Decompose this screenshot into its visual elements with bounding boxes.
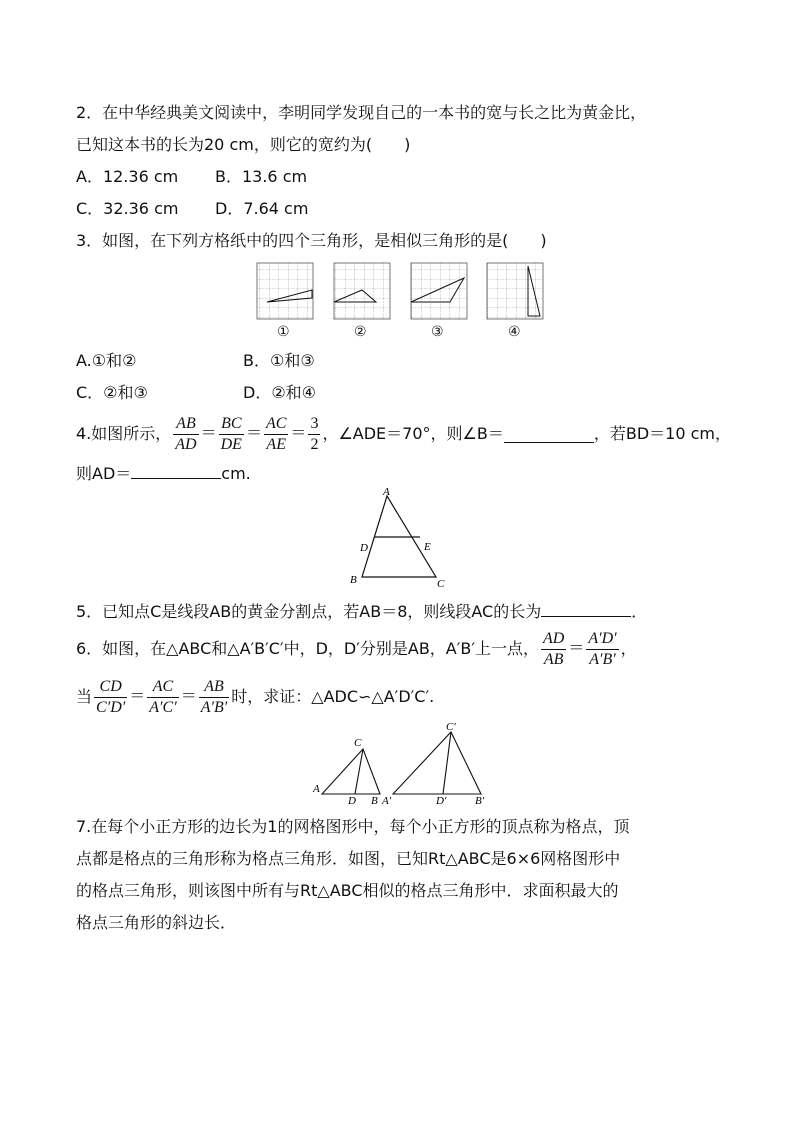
- frac-den: A′C′: [149, 698, 177, 716]
- q6-dang: 当: [76, 687, 93, 706]
- frac-num: A′D′: [586, 629, 618, 650]
- q6-label-a2: A′: [382, 795, 392, 807]
- q7-stem-line2: 点都是格点的三角形称为格点三角形．如图，已知Rt△ABC是6×6网格图形中: [76, 849, 621, 868]
- q6-fraction-ab: [199, 677, 230, 718]
- q3-caption-3: ③: [431, 324, 444, 340]
- q6-stem-line1: 6．如图，在△ABC和△A′B′C′中，D，D′分别是AB，A′B′上一点， $\frac{AD}{AB}$ ＝ $\frac{A'D'}{A'B'}$ ，: [76, 629, 637, 668]
- q4-angle-text: ，∠ADE＝70°，则∠B＝: [322, 424, 504, 443]
- frac-num: CD: [94, 677, 127, 698]
- q3-grid-figures: [250, 260, 550, 324]
- q4-label-d: D: [360, 542, 368, 554]
- q4-ad-label: 则AD＝: [76, 464, 132, 483]
- frac-num: BC: [219, 414, 244, 435]
- q4-stem-line1: 4.如图所示， $\frac{AB}{AD}$ ＝ $\frac{BC}{DE}$ ＝ $\frac{AC}{AE}$ ＝ $\frac{3}{2}$ ，∠ADE＝70°，则∠B＝ ，若BD＝10 cm，: [76, 414, 731, 453]
- frac-num: AC: [264, 414, 288, 435]
- grid-figure-4: [487, 263, 543, 319]
- frac-num: AB: [173, 414, 198, 435]
- q3-caption-1: ①: [277, 324, 290, 340]
- q4-bd-text: ，若BD＝10 cm，: [593, 424, 731, 443]
- q5-answer-blank: [541, 600, 631, 617]
- frac-num: 3: [308, 414, 320, 435]
- q4-label-e: E: [424, 541, 431, 553]
- q7-stem-line3: 的格点三角形，则该图中所有与Rt△ABC相似的格点三角形中．求面积最大的: [76, 881, 619, 900]
- q4-label-c: C: [437, 578, 445, 590]
- frac-num: AD: [541, 629, 566, 650]
- q4-fraction-3-2: [308, 414, 320, 455]
- frac-den: DE: [220, 435, 242, 453]
- q3-option-c: C．②和③: [76, 383, 148, 402]
- q3-stem: 3．如图，在下列方格纸中的四个三角形，是相似三角形的是( ): [76, 231, 547, 250]
- q3-caption-4: ④: [508, 324, 521, 340]
- q2-option-a: A．12.36 cm: [76, 167, 179, 186]
- q4-answer-blank-1: [504, 426, 594, 443]
- q4-stem-line2: [76, 462, 251, 485]
- q3-option-b: B．①和③: [243, 351, 315, 370]
- q6-comma: ，: [620, 639, 637, 658]
- q6-fraction-cd: [94, 677, 127, 718]
- q3-caption-2: ②: [354, 324, 367, 340]
- q4-unit: cm.: [221, 464, 251, 483]
- q7-stem-line1: 7.在每个小正方形的边长为1的网格图形中，每个小正方形的顶点称为格点，顶: [76, 817, 630, 836]
- frac-den: 2: [310, 435, 319, 453]
- frac-den: AD: [175, 435, 197, 453]
- q4-triangle-figure: [345, 484, 455, 590]
- q6-label-b2: B′: [475, 795, 485, 807]
- frac-den: A′B′: [200, 698, 228, 716]
- frac-den: C′D′: [96, 698, 126, 716]
- q6-fraction-a2d2-a2b2: [586, 629, 618, 670]
- frac-den: A′B′: [589, 650, 616, 668]
- q5-stem: [76, 600, 647, 623]
- q4-fraction-ab-ad: [173, 414, 198, 455]
- q5-end: ．: [631, 602, 648, 621]
- q4-prefix: 4.如图所示，: [76, 424, 172, 443]
- q4-fraction-bc-de: [219, 414, 244, 455]
- q2-stem-line2: 已知这本书的长为20 cm，则它的宽约为( ): [76, 135, 411, 154]
- q5-text: 5．已知点C是线段AB的黄金分割点，若AB＝8，则线段AC的长为: [76, 602, 542, 621]
- q6-fraction-ac: [147, 677, 178, 718]
- q4-label-b: B: [350, 574, 357, 586]
- frac-num: AB: [199, 677, 230, 698]
- q6-fraction-ad-ab: [541, 629, 566, 670]
- q2-option-b: B．13.6 cm: [215, 167, 308, 186]
- frac-den: AE: [266, 435, 286, 453]
- q6-label-c2: C′: [446, 721, 456, 733]
- q6-label-b: B: [371, 795, 378, 807]
- q6-label-d: D: [348, 795, 356, 807]
- grid-figure-2: [334, 263, 390, 319]
- q6-label-d2: D′: [436, 795, 447, 807]
- q4-answer-blank-2: [131, 462, 221, 479]
- q7-stem-line4: 格点三角形的斜边长．: [76, 913, 237, 932]
- q4-fraction-ac-ae: [264, 414, 288, 455]
- q6-label-a: A: [313, 783, 320, 795]
- q6-stem-line2: 当 $\frac{CD}{C'D'}$ ＝ $\frac{AC}{A'C'}$ ＝ $\frac{AB}{A'B'}$ 时，求证：△ADC∽△A′D′C′.: [76, 677, 435, 716]
- q6-text: 6．如图，在△ABC和△A′B′C′中，D，D′分别是AB，A′B′上一点，: [76, 639, 539, 658]
- q2-stem-line1: 2．在中华经典美文阅读中，李明同学发现自己的一本书的宽与长之比为黄金比，: [76, 103, 647, 122]
- q6-label-c: C: [354, 737, 362, 749]
- q2-option-c: C．32.36 cm: [76, 199, 179, 218]
- q2-option-d: D．7.64 cm: [215, 199, 309, 218]
- q6-tail: 时，求证：△ADC∽△A′D′C′.: [231, 687, 435, 706]
- grid-figure-3: [411, 263, 467, 319]
- frac-num: AC: [147, 677, 178, 698]
- q4-label-a: A: [383, 486, 390, 498]
- grid-figure-1: [257, 263, 313, 319]
- frac-den: AB: [543, 650, 564, 668]
- q3-option-d: D．②和④: [243, 383, 317, 402]
- q6-triangles-figure: [305, 718, 505, 810]
- q3-option-a: A.①和②: [76, 351, 137, 370]
